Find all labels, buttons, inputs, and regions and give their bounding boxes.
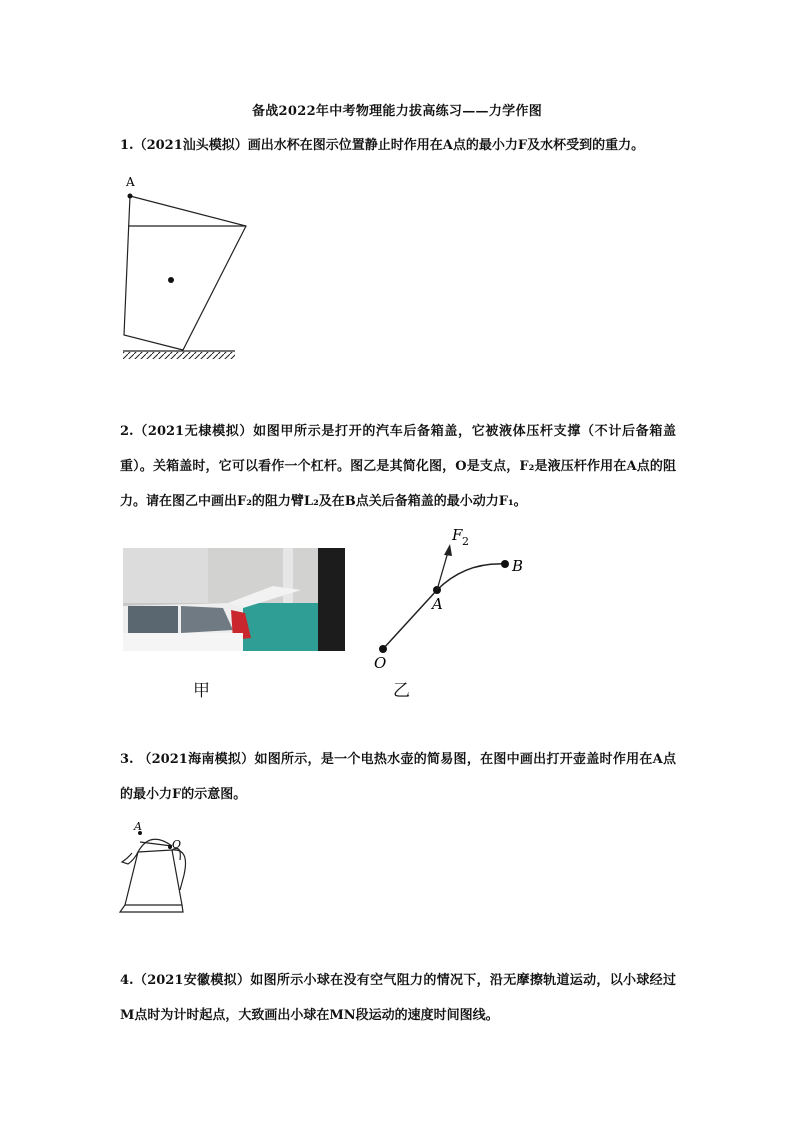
caption-jia: 甲 [193, 681, 210, 701]
question-4: 4.（2021安徽模拟）如图所示小球在没有空气阻力的情况下，沿无摩擦轨道运动，以小球经过M点时为计时起点，大致画出小球在MN段运动的速度时间图线。 [120, 973, 676, 1023]
label-a: A [134, 820, 142, 833]
car-trunk-photo [123, 548, 345, 651]
point-b-dot [501, 560, 509, 568]
cup-figure [110, 168, 260, 368]
question-2: 2.（2021无棣模拟）如图甲所示是打开的汽车后备箱盖，它被液体压杆支撑（不计后备箱盖重）。关箱盖时，它可以看作一个杠杆。图乙是其简化图，O是支点，F₂是液压杆作用在A点的阻力。请在图乙中画出F₂的阻力臂L₂及在B点关后备箱盖的最小动力F₁。 [120, 424, 676, 509]
cup-outline [124, 196, 246, 350]
point-a-dot [128, 194, 133, 199]
force-f2-arrow-head [444, 544, 452, 556]
page-title: 备战2022年中考物理能力拔高练习——力学作图 [251, 104, 543, 119]
lever-figure [360, 522, 540, 682]
question-1: 1.（2021汕头模拟）画出水杯在图示位置静止时作用在A点的最小力F及水杯受到的重力。 [120, 138, 645, 153]
label-f: F [452, 526, 463, 544]
point-o-dot [379, 645, 387, 653]
label-b: B [512, 557, 524, 575]
point-a-label: A [126, 175, 135, 189]
label-o: O [172, 838, 182, 851]
caption-yi: 乙 [393, 681, 410, 701]
question-3: 3. （2021海南模拟）如图所示，是一个电热水壶的简易图，在图中画出打开壶盖时作用在A点的最小力F的示意图。 [120, 752, 676, 802]
label-o: O [374, 654, 387, 672]
ground-hatch [123, 352, 235, 359]
center-of-gravity-dot [168, 277, 174, 283]
lever-curved-segment [437, 564, 505, 590]
lever-straight-segment [383, 590, 437, 649]
kettle-figure [110, 820, 200, 920]
label-f-subscript: 2 [462, 535, 469, 548]
label-a: A [432, 595, 443, 613]
